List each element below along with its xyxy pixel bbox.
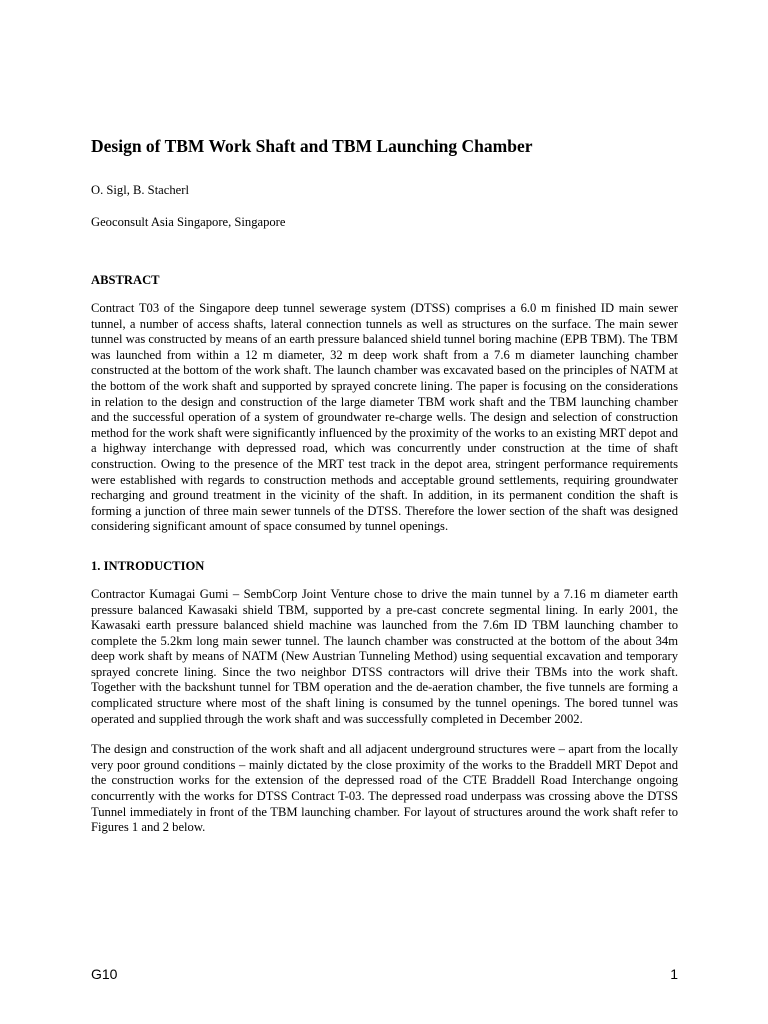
abstract-heading: ABSTRACT [91,273,160,287]
introduction-paragraph-2: The design and construction of the work shaft and all adjacent underground structures were – apart from the locally very poor ground conditions – mainly dictated by the close proximity of the works to the Braddell MRT Depot and the construction works for the extension of the depressed road of the CTE Braddell Road Interchange ongoing concurrently with the works for DTSS Contract T-03. The depressed road underpass was crossing above the DTSS Tunnel immediately in front of the TBM launching chamber. For layout of structures around the work shaft refer to Figures 1 and 2 below. [91,742,678,835]
paper-authors: O. Sigl, B. Stacherl [91,183,189,197]
introduction-heading: 1. INTRODUCTION [91,558,205,573]
page-number: 1 [670,966,678,982]
paper-affiliation: Geoconsult Asia Singapore, Singapore [91,215,286,229]
page-content [91,135,678,836]
footer-label: G10 [91,966,118,982]
abstract-text: Contract T03 of the Singapore deep tunnel sewerage system (DTSS) comprises a 6.0 m finished ID main sewer tunnel, a number of access shafts, lateral connection tunnels as well as structures on the surface. The main sewer tunnel was constructed by means of an earth pressure balanced shield tunnel boring machine (EPB TBM). The TBM was launched from within a 12 m diameter, 32 m deep work shaft from a 7.6 m diameter launching chamber constructed at the bottom of the work shaft. The launch chamber was excavated based on the principles of NATM at the bottom of the work shaft and supported by sprayed concrete lining. The paper is focusing on the considerations in relation to the design and construction of the large diameter TBM work shaft and the TBM launching chamber and the successful operation of a system of groundwater re-charge wells. The design and selection of construction method for the work shaft were significantly influenced by the proximity of the works to an existing MRT depot and a highway interchange with depressed road, which was concurrently under construction at the time of shaft construction. Owing to the presence of the MRT test track in the depot area, stringent performance requirements were established with regards to construction methods and acceptable ground settlements, requiring groundwater recharging and ground treatment in the vicinity of the shaft. In addition, in its permanent condition the shaft is forming a junction of three main sewer tunnels of the DTSS. Therefore the lower section of the shaft was designed considering significant amount of space consumed by tunnel openings. [91,301,678,534]
paper-title: Design of TBM Work Shaft and TBM Launching Chamber [91,136,533,156]
introduction-paragraph-1: Contractor Kumagai Gumi – SembCorp Joint Venture chose to drive the main tunnel by a 7.16 m diameter earth pressure balanced Kawasaki shield TBM, supported by a pre-cast concrete segmental lining. In early 2001, the Kawasaki earth pressure balanced shield machine was launched from the 7.6m ID TBM launching chamber to complete the 5.2km long main sewer tunnel. The launch chamber was constructed at the bottom of the about 34m deep work shaft by means of NATM (New Austrian Tunneling Method) using sequential excavation and temporary sprayed concrete lining. Since the two neighbor DTSS contractors will drive their TBMs into the work shaft. Together with the backshunt tunnel for TBM operation and the de-aeration chamber, the five tunnels are forming a complicated structure where most of the shaft lining is consumed by the tunnel openings. The bored tunnel was operated and supplied through the work shaft and was successfully completed in December 2002. [91,586,678,726]
